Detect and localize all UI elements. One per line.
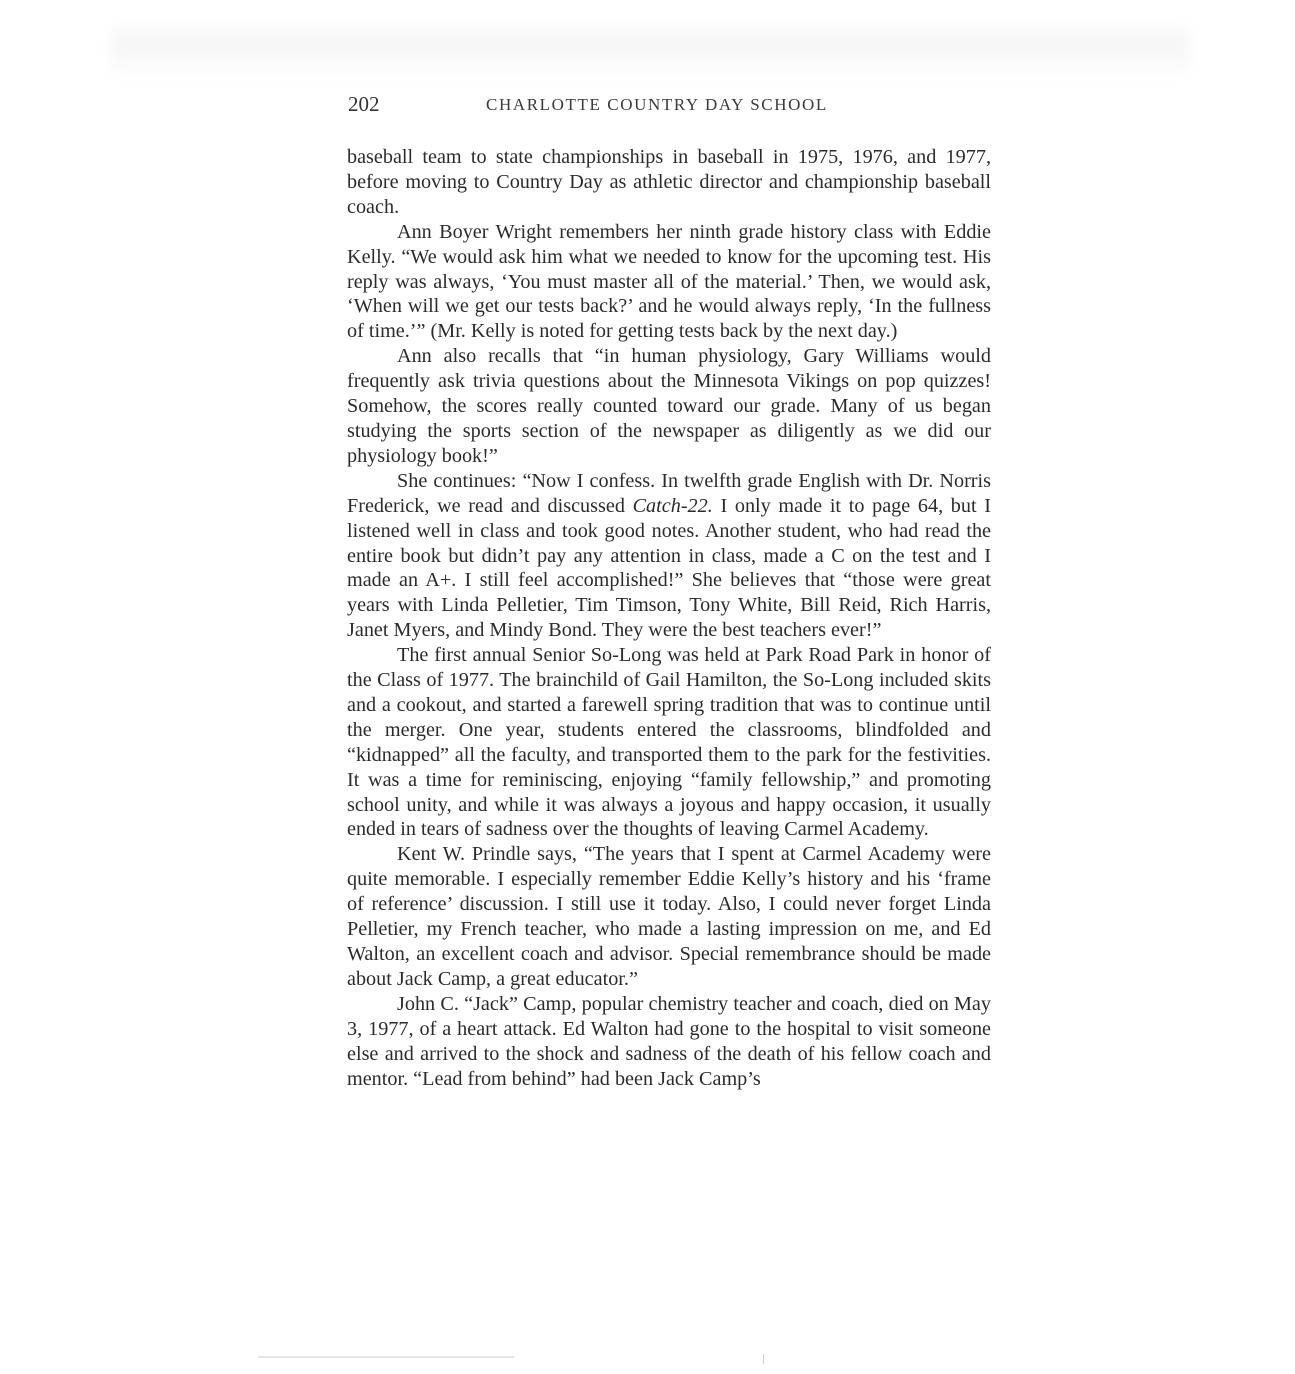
- body-text: [347, 145, 991, 1091]
- paragraph-6: [347, 842, 991, 991]
- paragraph-1: [347, 145, 991, 220]
- paragraph-text: The first annual Senior So-Long was held at Park Road Park in honor of the Class of 1977. The brainchild of Gail Hamilton, the So-Long included skits and a cookout, and started a farewell spring tradition that was to continue until the merger. One year, students entered the classrooms, blindfolded and “kidnapped” all the faculty, and transported them to the park for the festivities. It was a time for reminiscing, enjoying “family fellowship,” and promoting school unity, and while it was always a joyous and happy occasion, it usually ended in tears of sadness over the thoughts of leaving Carmel Academy.: [347, 644, 991, 841]
- scan-shadow: [110, 20, 1190, 80]
- paragraph-5: [347, 643, 991, 842]
- paragraph-text: Ann also recalls that “in human physiology, Gary Williams would frequently ask trivia questions about the Minnesota Vikings on pop quizzes! Somehow, the scores really counted toward our grade. Many of us began studying the sports section of the newspaper as diligently as we did our physiology book!”: [347, 345, 991, 467]
- running-head: [348, 92, 993, 124]
- scan-edge-line: [258, 1356, 514, 1358]
- paragraph-text: She continues: “Now I confess. In twelfth grade English with Dr. Norris Frederick, we read and discussed: [347, 469, 991, 517]
- paragraph-7: [347, 992, 991, 1092]
- paragraph-text: John C. “Jack” Camp, popular chemistry teacher and coach, died on May 3, 1977, of a heart attack. Ed Walton had gone to the hospital to visit someone else and arrived to the shock and sadness of the death of his fellow coach and mentor. “Lead from behind” had been Jack Camp’s: [347, 992, 991, 1090]
- paragraph-4: [347, 469, 991, 643]
- paragraph-text: Kent W. Prindle says, “The years that I spent at Carmel Academy were quite memorable. I especially remember Eddie Kelly’s history and his ‘frame of reference’ discussion. I still use it today. Also, I could never forget Linda Pelletier, my French teacher, who made a lasting impression on me, and Ed Walton, an excellent coach and advisor. Special remembrance should be made about Jack Camp, a great educator.”: [347, 843, 991, 990]
- paragraph-3: [347, 344, 991, 469]
- paragraph-text: I only made it to page 64, but I listened well in class and took good notes. Another student, who had read the entire book but didn’t pay any attention in class, made a C on the test and I made an A+. I still feel accomplished!” She believes that “those were great years with Linda Pelletier, Tim Timson, Tony White, Bill Reid, Rich Harris, Janet Myers, and Mindy Bond. They were the best teachers ever!”: [347, 494, 991, 642]
- paragraph-text: baseball team to state championships in baseball in 1975, 1976, and 1977, before moving to Country Day as athletic director and championship baseball coach.: [347, 146, 991, 218]
- running-title: CHARLOTTE COUNTRY DAY SCHOOL: [486, 95, 828, 114]
- book-title-catch-22: Catch-22.: [632, 494, 713, 517]
- paragraph-text: Ann Boyer Wright remembers her ninth grade history class with Eddie Kelly. “We would ask him what we needed to know for the upcoming test. His reply was always, ‘You must master all of the material.’ Then, we would ask, ‘When will we get our tests back?’ and he would always reply, ‘In the fullness of time.’” (Mr. Kelly is noted for getting tests back by the next day.): [347, 220, 991, 343]
- scan-edge-tick: [763, 1354, 764, 1364]
- paragraph-2: [347, 220, 991, 345]
- page-number: 202: [348, 92, 380, 116]
